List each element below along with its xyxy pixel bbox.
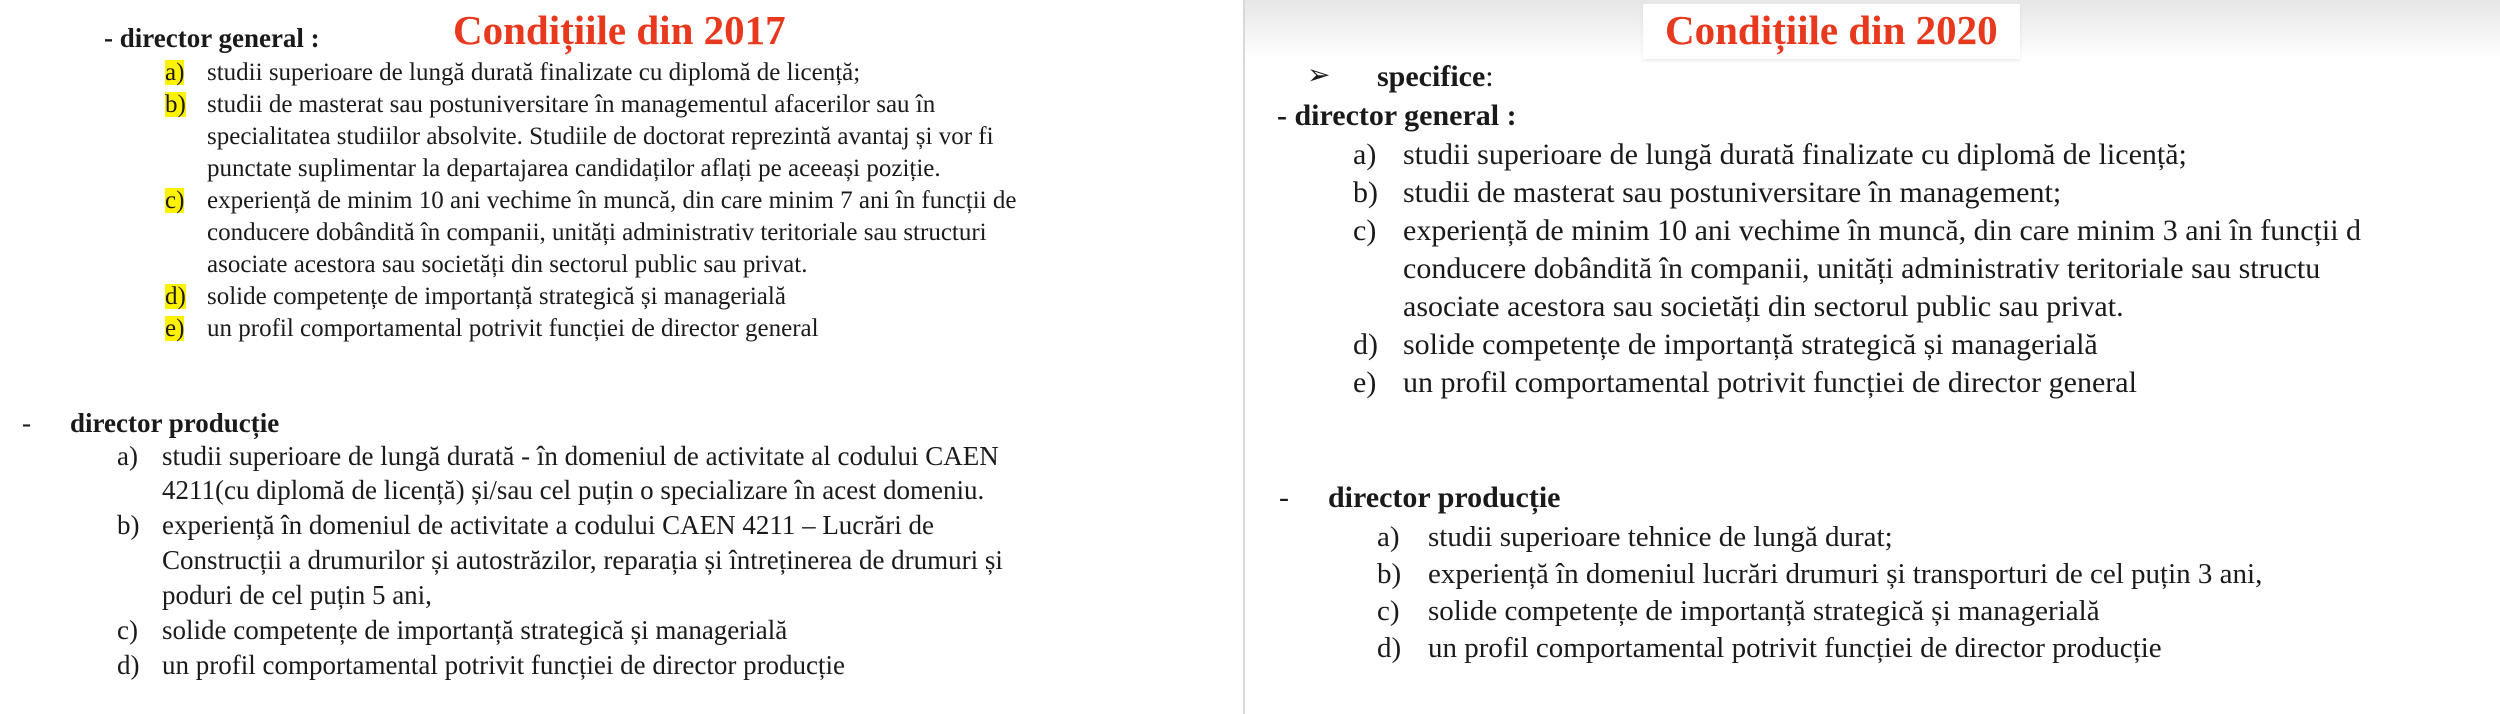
left-dp-dash: - [22, 408, 31, 438]
left-dp-item-d-line-1: un profil comportamental potrivit funcției de director producție [162, 650, 846, 680]
left-dp-item-b-line-1: experiență în domeniul de activitate a codului CAEN 4211 – Lucrări de [162, 510, 934, 540]
right-dg-header: - director general : [1277, 99, 1517, 132]
right-dp-dash: - [1279, 481, 1289, 514]
right-dp-item-a-line-1: studii superioare tehnice de lungă durat; [1428, 521, 1893, 553]
left-dg-marker-a: a) [165, 59, 185, 86]
right-dg-marker-d: d) [1353, 328, 1378, 361]
left-title: Condițiile din 2017 [453, 7, 786, 53]
left-dp-item-b-line-2: Construcții a drumurilor și autostrăzilor, reparația și întreținerea de drumuri și [162, 545, 1003, 575]
right-dp-item-c-line-1: solide competențe de importanță strategică și managerială [1428, 595, 2100, 627]
right-dg-item-b-line-1: studii de masterat sau postuniversitare în management; [1403, 176, 2062, 209]
left-dp-item-c-line-1: solide competențe de importanță strategică și managerială [162, 615, 788, 645]
left-dg-header: - director general : [104, 23, 320, 53]
left-dg-item-c-line-1: experiență de minim 10 ani vechime în muncă, din care minim 7 ani în funcții de [207, 187, 1017, 214]
left-dg-marker-b: b) [165, 91, 186, 118]
left-dg-item-a-line-1: studii superioare de lungă durată finalizate cu diplomă de licență; [207, 59, 861, 86]
right-dp-marker-a: a) [1377, 521, 1400, 553]
right-dg-marker-c: c) [1353, 214, 1377, 247]
right-dg-marker-b: b) [1353, 176, 1378, 209]
right-dg-marker-e: e) [1353, 366, 1377, 399]
left-dg-item-b-line-3: punctate suplimentar la departajarea candidaților aflați pe aceeași poziție. [207, 155, 941, 182]
left-dp-item-a-line-1: studii superioare de lungă durată - în domeniul de activitate al codului CAEN [162, 441, 999, 471]
left-dp-marker-c: c) [117, 615, 138, 645]
right-panel-2020 [1245, 0, 2500, 714]
left-dg-item-e-line-1: un profil comportamental potrivit funcției de director general [207, 315, 819, 342]
right-dp-item-b-line-1: experiență în domeniul lucrări drumuri și transporturi de cel puțin 3 ani, [1428, 558, 2263, 590]
right-title: Condițiile din 2020 [1643, 4, 2020, 59]
left-dp-marker-b: b) [117, 510, 140, 540]
left-dp-header: director producție [70, 408, 280, 438]
left-dg-item-b-line-2: specialitatea studiilor absolvite. Studiile de doctorat reprezintă avantaj și vor fi [207, 123, 994, 150]
left-dg-marker-d: d) [165, 283, 186, 310]
right-specifice-label: specifice [1377, 60, 1486, 93]
left-dp-item-b-line-3: poduri de cel puțin 5 ani, [162, 580, 432, 610]
right-dg-item-c-line-3: asociate acestora sau societăți din sectorul public sau privat. [1403, 290, 2124, 323]
right-dg-item-c-line-2: conducere dobândită în companii, unități administrativ teritoriale sau structu [1403, 252, 2321, 285]
left-dg-item-c-line-3: asociate acestora sau societăți din sectorul public sau privat. [207, 251, 808, 278]
left-dg-marker-e: e) [165, 315, 185, 342]
left-dp-marker-d: d) [117, 650, 140, 680]
left-dp-item-a-line-2: 4211(cu diplomă de licență) și/sau cel puțin o specializare în acest domeniu. [162, 475, 985, 505]
left-dg-item-d-line-1: solide competențe de importanță strategică și managerială [207, 283, 786, 310]
right-dp-marker-d: d) [1377, 632, 1402, 664]
left-dg-item-b-line-1: studii de masterat sau postuniversitare în managementul afacerilor sau în [207, 91, 936, 118]
right-dg-item-a-line-1: studii superioare de lungă durată finalizate cu diplomă de licență; [1403, 138, 2187, 171]
right-specifice-colon: : [1485, 60, 1494, 93]
left-dg-item-c-line-2: conducere dobândită în companii, unități administrativ teritoriale sau structuri [207, 219, 987, 246]
right-dg-marker-a: a) [1353, 138, 1377, 171]
right-specifice-line [1377, 62, 1494, 92]
right-dp-header: director producție [1328, 481, 1561, 514]
right-dp-item-d-line-1: un profil comportamental potrivit funcției de director producție [1428, 632, 2162, 664]
right-dp-marker-b: b) [1377, 558, 1402, 590]
left-dg-marker-c: c) [165, 187, 185, 214]
left-dp-marker-a: a) [117, 441, 138, 471]
right-dp-marker-c: c) [1377, 595, 1400, 627]
right-dg-item-d-line-1: solide competențe de importanță strategică și managerială [1403, 328, 2098, 361]
right-specifice-arrow: ➢ [1307, 60, 1331, 91]
left-panel-2017 [0, 0, 1245, 714]
right-dg-item-e-line-1: un profil comportamental potrivit funcției de director general [1403, 366, 2137, 399]
right-dg-item-c-line-1: experiență de minim 10 ani vechime în muncă, din care minim 3 ani în funcții d [1403, 214, 2362, 247]
